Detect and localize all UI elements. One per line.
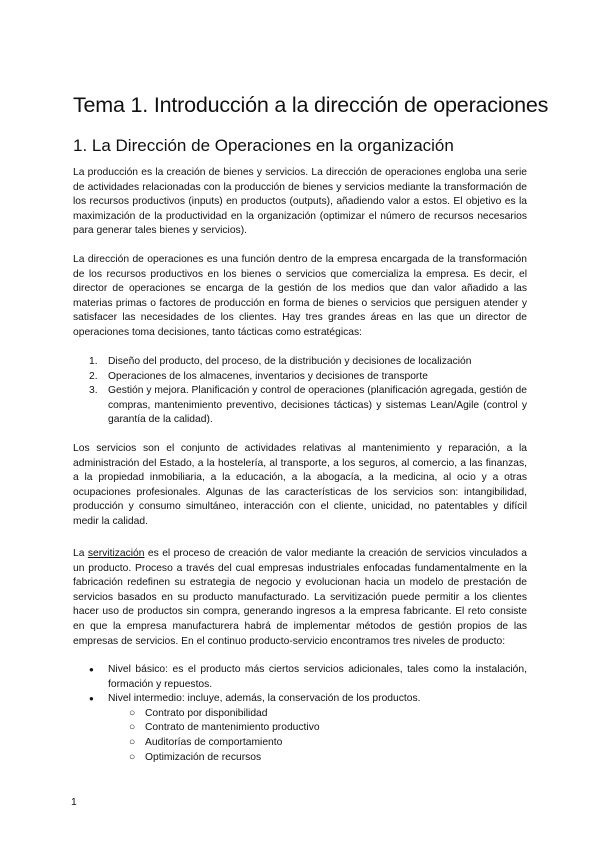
servitization-term: servitización — [87, 548, 145, 559]
list-item-text: Nivel intermedio: incluye, además, la conservación de los productos. — [108, 693, 421, 705]
list-number: 3. — [89, 385, 98, 397]
bullet-icon: ● — [89, 665, 94, 674]
list-item-text: Operaciones de los almacenes, inventarios y decisiones de transporte — [108, 370, 428, 382]
text-segment: es el proceso de creación de valor mediante la creación de servicios vinculados a un producto. Proceso a través del cual empresas industriales enfocadas fundamentalmente en la fabricación redefinen su estrategia de negocio y evolucionan hacia un modelo de prestación de servicios basados en su producto manufacturado. La servitización puede permitir a los clientes hacer uso de productos sin compra, generando ingresos a la empresa fabricante. El reto consiste en que la empresa manufacturera habrá de implementar métodos de gestión propios de las empresas de servicios. En el continuo producto-servicio encontramos tres niveles de producto: — [73, 548, 527, 647]
list-number: 2. — [89, 370, 98, 382]
product-levels-list — [73, 663, 527, 765]
sublist-item — [108, 751, 527, 766]
list-item-text: Gestión y mejora. Planificación y control de operaciones (planificación agregada, gestión de compras, mantenimiento preventivo, decisiones tácticas) y sistemas Lean/Agile (control y garantía de la calidad). — [108, 385, 527, 426]
paragraph-operations-direction: La dirección de operaciones es una función dentro de la empresa encargada de la transformación de los recursos productivos en los bienes o servicios que comercializa la empresa. Es decir, el director de operaciones se encarga de la gestión de los medios que dan valor añadido a las materias primas o factores de producción en forma de bienes o servicios que persiguen atender y satisfacer las necesidades de los clientes. Hay tres grandes áreas en las que un director de operaciones toma decisiones, tanto tácticas como estratégicas: — [73, 254, 527, 338]
list-item — [73, 692, 527, 765]
sublist-item — [108, 736, 527, 751]
paragraph-services: Los servicios son el conjunto de actividades relativas al mantenimiento y reparación, a la administración del Estado, a la hostelería, al transporte, a los seguros, al comercio, a las finanzas, a la propiedad inmobiliaria, a la educación, a la abogacía, a la medicina, al ocio y a otras ocupaciones profesionales. Algunas de las características de los servicios son: intangibilidad, producción y consumo simultáneo, interacción con el cliente, unicidad, no patentables y difícil medir la calidad. — [73, 443, 527, 527]
list-item — [73, 663, 527, 692]
text-segment: La — [73, 548, 88, 559]
circle-bullet-icon: ○ — [129, 751, 136, 763]
sublist-item-text: Auditorías de comportamiento — [145, 736, 283, 748]
sublist-item-text: Contrato de mantenimiento productivo — [145, 722, 320, 734]
list-item — [73, 384, 527, 428]
list-item-text: Nivel básico: es el producto más ciertos servicios adicionales, tales como la instalación, formación y repuestos. — [108, 664, 527, 690]
sublist-item — [108, 707, 527, 722]
sublist-item — [108, 721, 527, 736]
page-number: 1 — [71, 797, 77, 808]
paragraph-servitization — [73, 547, 527, 649]
circle-bullet-icon: ○ — [129, 722, 136, 734]
list-item — [73, 370, 527, 385]
sublist-item-text: Contrato por disponibilidad — [145, 707, 268, 719]
list-number: 1. — [89, 356, 98, 367]
paragraph-production: La producción es la creación de bienes y servicios. La dirección de operaciones engloba una serie de actividades relacionadas con la producción de bienes y servicios mediante la transformación de los recursos productivos (inputs) en productos (outputs), añadiendo valor a estos. El objetivo es la maximización de la productividad en la organización (optimizar el número de recursos necesarios para generar tales bienes y servicios). — [73, 167, 527, 237]
sublist-item-text: Optimización de recursos — [145, 751, 262, 763]
circle-bullet-icon: ○ — [129, 736, 136, 748]
list-item — [73, 355, 527, 370]
intermediate-sublist — [108, 707, 527, 765]
section-heading: 1. La Dirección de Operaciones en la organización — [73, 136, 454, 155]
decision-areas-list — [73, 355, 527, 428]
page-title: Tema 1. Introducción a la dirección de operaciones — [73, 93, 549, 117]
circle-bullet-icon: ○ — [129, 707, 136, 719]
list-item-text: Diseño del producto, del proceso, de la distribución y decisiones de localización — [108, 356, 472, 367]
bullet-icon: ● — [89, 694, 94, 704]
